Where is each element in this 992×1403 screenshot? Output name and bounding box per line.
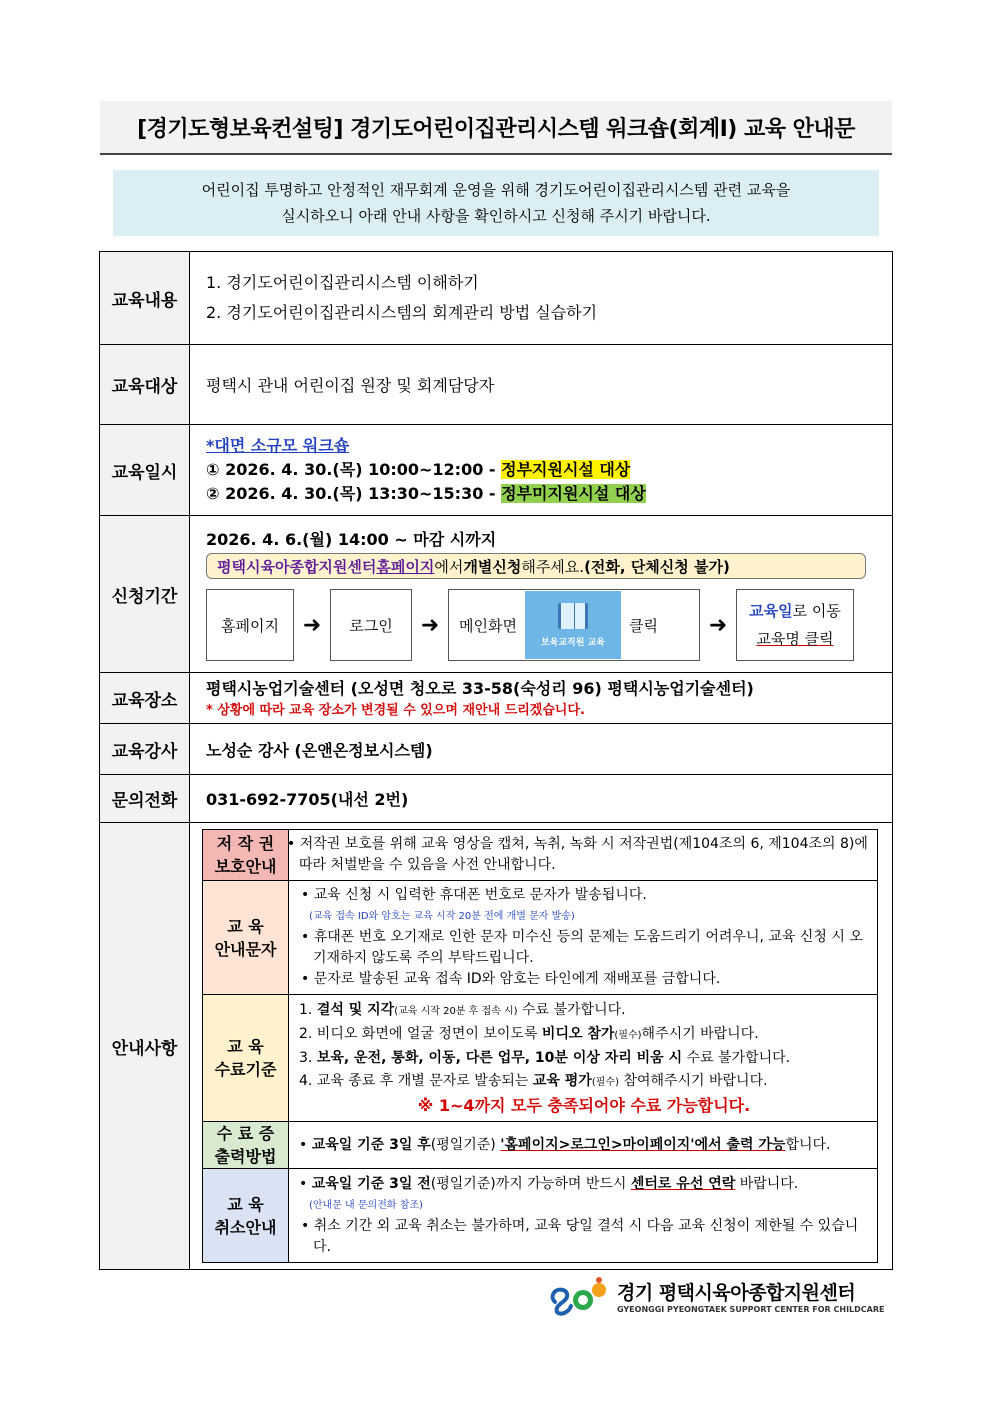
cert-e: 합니다.: [785, 1136, 831, 1153]
sms-label: [203, 881, 289, 995]
label-apply: 신청기간: [100, 516, 190, 673]
sms-label-2: 안내문자: [214, 939, 277, 959]
completion-label: [203, 995, 289, 1122]
c1b: 결석 및 지각: [316, 1002, 395, 1018]
page-title: [경기도형보육컨설팅] 경기도어린이집관리시스템 워크숍(회계Ⅰ) 교육 안내문: [137, 116, 855, 142]
row-guide: [100, 823, 893, 1270]
c1d: 수료 불가합니다.: [517, 1002, 626, 1018]
cancel-label: [203, 1169, 289, 1263]
session-1-tag: 정부지원시설 대상: [501, 460, 631, 479]
place-note: * 상황에 따라 교육 장소가 변경될 수 있으며 재안내 드리겠습니다.: [206, 702, 585, 718]
arrow-icon: ➜: [420, 612, 440, 638]
sms-sub: (교육 접속 ID와 암호는 교육 시작 20분 전에 개별 문자 발송): [309, 911, 575, 922]
info-table: [99, 251, 893, 1270]
notice-text-e: 해주세요.: [521, 557, 585, 576]
place-text: 평택시농업기술센터 (오성면 청오로 33-58(숙성리 96) 평택시농업기술센터): [206, 678, 754, 698]
sms-text: [289, 881, 878, 995]
apply-flow: [206, 589, 892, 661]
c2a: 2. 비디오 화면에 얼굴 정면이 보이도록: [299, 1026, 542, 1042]
target-text: 평택시 관내 어린이집 원장 및 회계담당자: [190, 345, 893, 425]
label-guide: 안내사항: [100, 823, 190, 1270]
c4b: 교육 평가: [532, 1073, 592, 1089]
cert-c: (평일기준): [430, 1136, 501, 1153]
certificate-label-2: 출력방법: [214, 1147, 277, 1166]
c3c: 수료 불가합니다.: [682, 1050, 791, 1066]
sms-line-2: • 휴대폰 번호 오기재로 인한 문자 미수신 등의 문제는 도움드리기 어려우니, 교육 신청 시 오기재하지 않도록 주의 부탁드립니다.: [301, 929, 863, 966]
certificate-text: [289, 1122, 878, 1169]
cancel-sub: (안내문 내 문의전화 참조): [309, 1199, 423, 1211]
guide-cell: [190, 823, 893, 1270]
edu-day-text: 교육일: [749, 602, 793, 620]
copyright-text: • 저작권 보호를 위해 교육 영상을 캡쳐, 녹취, 녹화 시 저작권법(제104조의 6, 제104조의 8)에 따라 처벌받을 수 있음을 사전 안내합니다.: [289, 830, 878, 881]
center-logo-icon: [547, 1276, 611, 1316]
completion-warning: ※ 1~4까지 모두 충족되어야 수료 가능합니다.: [417, 1096, 751, 1115]
copyright-label-1: 저 작 권: [216, 834, 275, 853]
row-lecturer: [100, 724, 893, 775]
label-lecturer: 교육강사: [100, 724, 190, 775]
certificate-label-1: 수 료 증: [216, 1124, 275, 1143]
book-icon: [558, 603, 588, 629]
cancel-line-2: • 취소 기간 외 교육 취소는 불가하며, 교육 당일 결석 시 다음 교육 신청이 제한될 수 있습니다.: [301, 1217, 859, 1255]
cancel-a: •: [299, 1175, 312, 1192]
cancel-d: 센터로 유선 연락: [630, 1175, 736, 1192]
footer-text: [617, 1278, 884, 1314]
intro-line-2: 실시하오니 아래 안내 사항을 확인하시고 신청해 주시기 바랍니다.: [281, 207, 711, 225]
cancel-label-1: 교 육: [227, 1194, 264, 1214]
sms-line-1: • 교육 신청 시 입력한 휴대폰 번호로 문자가 발송됩니다.: [301, 887, 647, 903]
c1c: (교육 시작 20분 후 접속 시): [394, 1006, 518, 1017]
apply-notice: [206, 553, 866, 579]
arrow-icon: ➜: [302, 612, 322, 638]
contact-text: 031-692-7705(내선 2번): [190, 775, 893, 823]
footer-english: GYEONGGI PYEONGTAEK SUPPORT CENTER FOR CHILDCARE: [617, 1305, 885, 1314]
sms-line-3: • 문자로 발송된 교육 접속 ID와 암호는 타인에게 재배포를 금합니다.: [301, 971, 721, 987]
footer-korean: 경기 평택시육아종합지원센터: [617, 1282, 856, 1304]
c3b: 보육, 운전, 통화, 이동, 다른 업무, 10분 이상 자리 비움 시: [316, 1050, 683, 1066]
guide-completion: [203, 995, 878, 1122]
cancel-c: (평일기준)까지 가능하며 반드시: [430, 1175, 631, 1192]
c1a: 1.: [299, 1002, 317, 1018]
content-item-2: 2. 경기도어린이집관리시스템의 회계관리 방법 실습하기: [206, 303, 598, 322]
cancel-b: 교육일 기준 3일 전: [311, 1175, 431, 1192]
copyright-label-2: 보호안내: [214, 857, 277, 876]
step-main: [448, 589, 700, 661]
content-cell: [190, 252, 893, 345]
sms-label-1: 교 육: [227, 916, 264, 936]
guide-copyright: [203, 830, 878, 881]
apply-cell: [190, 516, 893, 673]
c2d: 해주시기 바랍니다.: [641, 1026, 759, 1042]
banner-image: [525, 591, 621, 659]
row-content: [100, 252, 893, 345]
step-login: 로그인: [330, 589, 412, 661]
content-item-1: 1. 경기도어린이집관리시스템 이해하기: [206, 273, 479, 292]
c3a: 3.: [299, 1050, 317, 1066]
c4c: (필수): [591, 1077, 619, 1088]
row-apply: [100, 516, 893, 673]
c2c: (필수): [614, 1030, 642, 1041]
cert-b: 교육일 기준 3일 후: [311, 1136, 431, 1153]
label-place: 교육장소: [100, 673, 190, 724]
step-homepage: 홈페이지: [206, 589, 294, 661]
intro-line-1: 어린이집 투명하고 안정적인 재무회계 운영을 위해 경기도어린이집관리시스템 관련 교육을: [201, 181, 791, 199]
arrow-icon: ➜: [708, 612, 728, 638]
lecturer-text: 노성순 강사 (온앤온정보시스템): [190, 724, 893, 775]
title-banner: [100, 101, 892, 155]
c4d: 참여해주시기 바랍니다.: [618, 1073, 768, 1089]
place-cell: [190, 673, 893, 724]
guide-certificate: [203, 1122, 878, 1169]
notice-center: 평택시육아종합지원센터: [217, 557, 377, 576]
label-schedule: 교육일시: [100, 425, 190, 516]
copyright-label: [203, 830, 289, 881]
cancel-label-2: 취소안내: [214, 1217, 277, 1237]
guide-cancel: [203, 1169, 878, 1263]
guide-table: [202, 829, 878, 1263]
step-main-label: 메인화면: [459, 616, 517, 635]
label-contact: 문의전화: [100, 775, 190, 823]
notice-individual: 개별신청: [463, 557, 522, 576]
guide-sms: [203, 881, 878, 995]
completion-label-1: 교 육: [227, 1037, 264, 1056]
cert-a: •: [299, 1136, 312, 1153]
session-1: ① 2026. 4. 30.(목) 10:00~12:00 -: [206, 460, 502, 479]
footer-logo: [547, 1274, 895, 1318]
notice-homepage: 홈페이지: [376, 557, 435, 576]
cert-d: '홈페이지>로그인>마이페이지'에서 출력 가능: [500, 1136, 786, 1153]
row-contact: [100, 775, 893, 823]
certificate-label: [203, 1122, 289, 1169]
edu-name-click: 교육명 클릭: [756, 630, 834, 648]
schedule-subtitle: *대면 소규모 워크숍: [206, 436, 350, 455]
label-target: 교육대상: [100, 345, 190, 425]
row-target: [100, 345, 893, 425]
completion-label-2: 수료기준: [214, 1060, 277, 1079]
notice-text-c: 에서: [434, 557, 464, 576]
schedule-cell: [190, 425, 893, 516]
row-schedule: [100, 425, 893, 516]
cancel-text: [289, 1169, 878, 1263]
step-click-label: 클릭: [628, 616, 658, 635]
completion-text: [289, 995, 878, 1122]
edu-move-text: 로 이동: [792, 602, 841, 620]
apply-period: 2026. 4. 6.(월) 14:00 ~ 마감 시까지: [206, 530, 497, 549]
session-2-tag: 정부미지원시설 대상: [501, 484, 646, 503]
c4a: 4. 교육 종료 후 개별 문자로 발송되는: [299, 1073, 533, 1089]
session-2: ② 2026. 4. 30.(목) 13:30~15:30 -: [206, 484, 502, 503]
cancel-e: 바랍니다.: [735, 1175, 799, 1192]
notice-no-phone: (전화, 단체신청 불가): [584, 557, 730, 576]
c2b: 비디오 참가: [541, 1026, 615, 1042]
label-content: 교육내용: [100, 252, 190, 345]
banner-label: 보육교직원 교육: [540, 637, 605, 648]
row-place: [100, 673, 893, 724]
intro-box: [113, 170, 879, 236]
step-edu: [736, 589, 854, 661]
